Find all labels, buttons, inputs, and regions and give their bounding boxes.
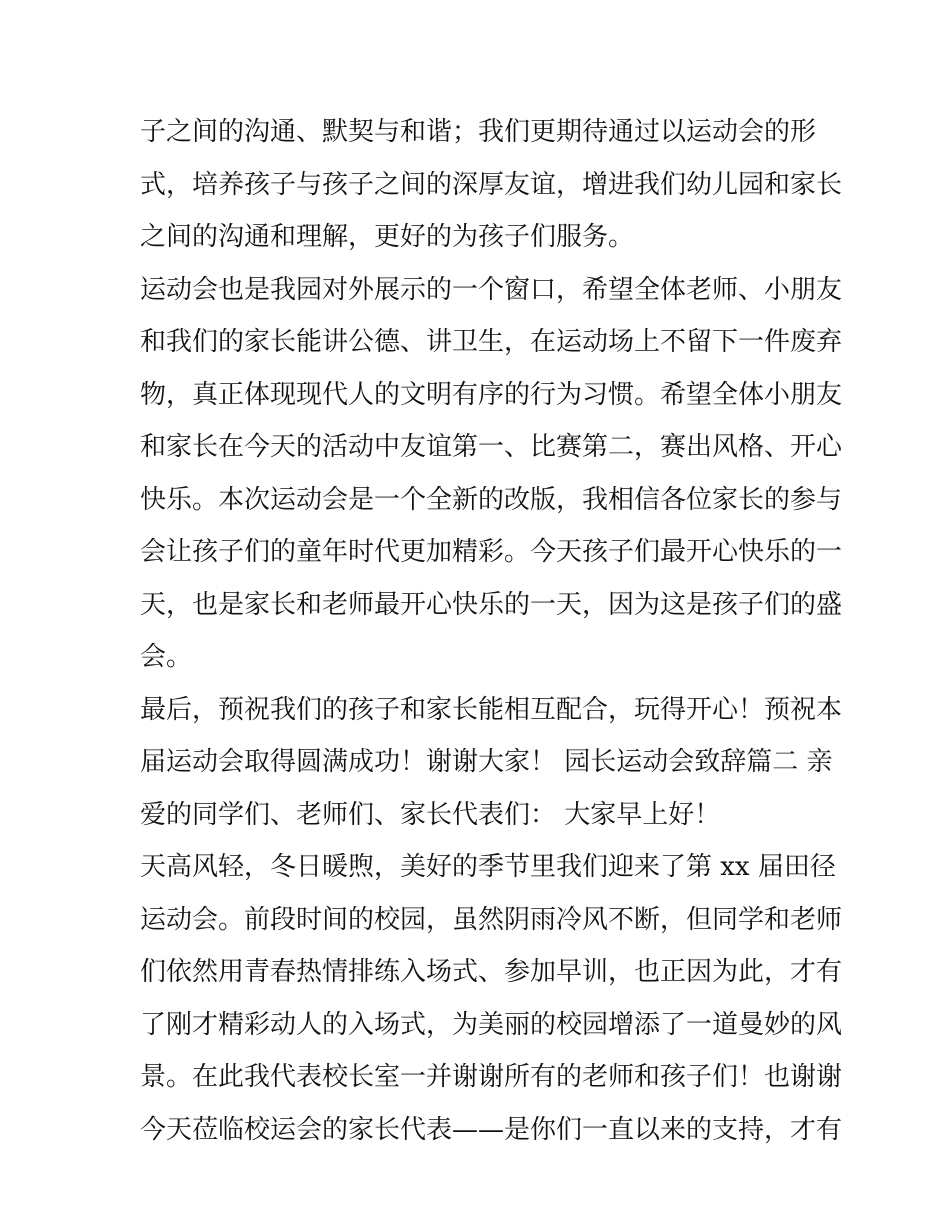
text-line: 们依然用青春热情排练入场式、参加早训，也正因为此，才有 (140, 957, 843, 987)
text-line: 快乐。本次运动会是一个全新的改版，我相信各位家长的参与 (140, 484, 843, 515)
text-line: 会。 (140, 642, 193, 672)
text-line: 和家长在今天的活动中友谊第一、比赛第二，赛出风格、开心 (140, 432, 843, 462)
document-body (140, 106, 843, 1156)
text-line: 物，真正体现现代人的文明有序的行为习惯。希望全体小朋友 (140, 379, 843, 410)
text-line: 景。在此我代表校长室一并谢谢所有的老师和孩子们！也谢谢 (140, 1062, 843, 1092)
text-line: 运动会。前段时间的校园，虽然阴雨冷风不断，但同学和老师 (140, 904, 843, 935)
text-line: 最后，预祝我们的孩子和家长能相互配合，玩得开心！预祝本 (140, 694, 843, 725)
text-line: 天高风轻，冬日暖煦，美好的季节里我们迎来了第 xx 届田径 (140, 852, 836, 882)
text-line: 届运动会取得圆满成功！谢谢大家！ 园长运动会致辞篇二 亲 (140, 747, 833, 777)
text-line: 运动会也是我园对外展示的一个窗口，希望全体老师、小朋友 (140, 274, 843, 305)
text-line: 会让孩子们的童年时代更加精彩。今天孩子们最开心快乐的一 (140, 537, 843, 567)
text-line: 之间的沟通和理解，更好的为孩子们服务。 (140, 222, 635, 252)
text-line: 式，培养孩子与孩子之间的深厚友谊，增进我们幼儿园和家长 (140, 169, 843, 200)
text-line: 天，也是家长和老师最开心快乐的一天，因为这是孩子们的盛 (140, 589, 843, 620)
text-line: 爱的同学们、老师们、家长代表们： 大家早上好！ (140, 799, 721, 830)
text-line: 子之间的沟通、默契与和谐；我们更期待通过以运动会的形 (140, 117, 817, 147)
text-line: 今天莅临校运会的家长代表——是你们一直以来的支持，才有 (140, 1114, 843, 1145)
text-line: 了刚才精彩动人的入场式，为美丽的校园增添了一道曼妙的风 (140, 1009, 843, 1040)
text-line: 和我们的家长能讲公德、讲卫生，在运动场上不留下一件废弃 (140, 327, 843, 357)
